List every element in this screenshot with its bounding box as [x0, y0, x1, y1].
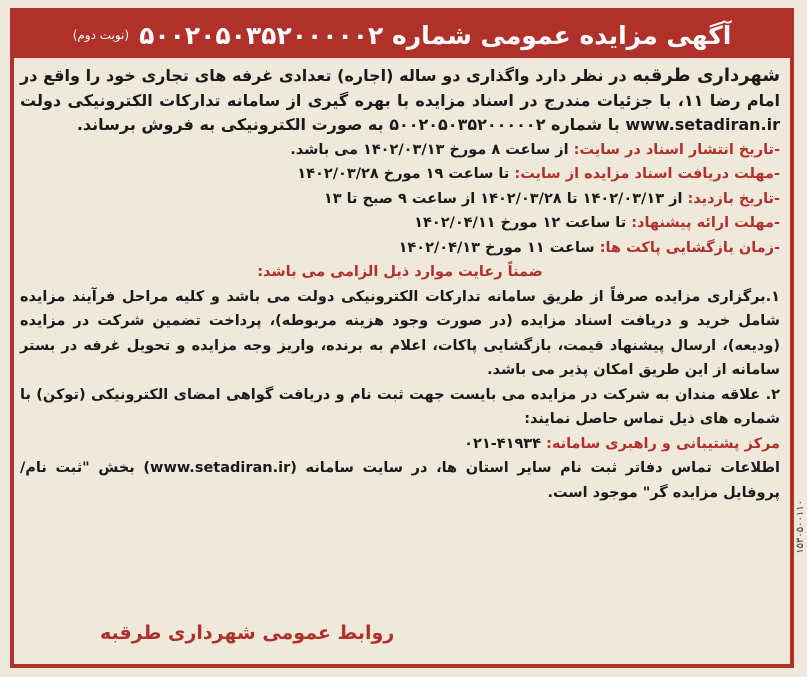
- ad-title: آگهی مزایده عمومی شماره ۵۰۰۲۰۵۰۳۵۲۰۰۰۰۰۲: [139, 20, 732, 50]
- footer-text-b: بخش "ثبت نام/ پروفایل مزایده گر" موجود است.: [20, 460, 780, 501]
- intro-paragraph: [20, 64, 780, 138]
- schedule-label: -زمان بازگشایی پاکت ها:: [599, 239, 780, 256]
- item-2: ۲. علاقه مندان به شرکت در مزایده می بایست جهت ثبت نام و دریافت گواهی امضای الکترونیکی (توکن) با شماره های ذیل تماس حاصل نمایند:: [20, 386, 780, 427]
- ad-header: [14, 12, 790, 58]
- schedule-visit: [20, 187, 780, 212]
- schedule-label: -مهلت ارائه پیشنهاد:: [631, 215, 780, 231]
- signature: روابط عمومی شهرداری طرقبه: [100, 622, 395, 644]
- schedule-value: از ۱۴۰۲/۰۳/۱۳ تا ۱۴۰۲/۰۳/۲۸ از ساعت ۹ صبح تا ۱۳: [323, 190, 683, 207]
- support-label: مرکز پشتیبانی و راهبری سامانه:: [546, 435, 780, 452]
- intro-text: در نظر دارد واگذاری دو ساله (اجاره) تعدادی غرفه های تجاری خود را واقع در امام رضا ۱۱، با جزئیات مندرج در اسناد مزایده با بهره گیری از سامانه تدارکات الکترونیکی دولت: [20, 66, 780, 110]
- side-code: ۱۵۳۰۵۰۰۱۱۰: [795, 500, 806, 554]
- intro-site: www.setadiran.ir: [625, 115, 780, 134]
- ad-round: (نوبت دوم): [72, 28, 130, 42]
- support-line: [20, 432, 780, 457]
- schedule-label: -تاریخ بازدید:: [687, 190, 780, 207]
- schedule-label: -تاریخ انتشار اسناد در سایت:: [573, 141, 780, 158]
- schedule-value: ساعت ۱۱ مورخ ۱۴۰۲/۰۴/۱۳: [398, 239, 595, 256]
- support-phone: ۰۲۱-۴۱۹۳۴: [464, 435, 541, 452]
- item-1: ۱.برگزاری مزایده صرفاً از طریق سامانه تدارکات الکترونیکی دولت می باشد و کلیه مراحل فرآیند مزایده شامل خرید و دریافت اسناد مزایده (در صورت وجود هزینه مربوطه)، پرداخت تضمین شرکت در مزایده (ودیعه)، ارسال پیشنهاد قیمت، بازگشایی پاکات، اعلام به برنده، واریز وجه مزایده و تحویل غرفه در بستر سامانه از این طریق امکان پذیر می باشد.: [20, 288, 780, 378]
- schedule-value: تا ساعت ۱۲ مورخ ۱۴۰۲/۰۴/۱۱: [414, 215, 627, 231]
- schedule-publish: [20, 138, 780, 163]
- ad-body: [20, 64, 780, 505]
- schedule-value: از ساعت ۸ مورخ ۱۴۰۲/۰۳/۱۳ می باشد.: [290, 141, 569, 158]
- schedule-download: [20, 162, 780, 187]
- footer-text-a: اطلاعات تماس دفاتر ثبت نام سایر استان ها، در سایت سامانه: [305, 460, 780, 476]
- schedule-submit: [20, 211, 780, 236]
- intro-tail: با شماره ۵۰۰۲۰۵۰۳۵۲۰۰۰۰۰۲ به صورت الکترونیکی به فروش برساند.: [76, 115, 620, 134]
- notice-heading: ضمناً رعایت موارد ذیل الزامی می باشد:: [257, 264, 543, 280]
- schedule-value: تا ساعت ۱۹ مورخ ۱۴۰۲/۰۳/۲۸: [297, 166, 510, 182]
- footer-paragraph: [20, 456, 780, 505]
- schedule-opening: [20, 236, 780, 261]
- schedule-label: -مهلت دریافت اسناد مزایده از سایت:: [514, 166, 780, 182]
- footer-site: (www.setadiran.ir): [143, 460, 297, 476]
- organization-name: شهرداری طرقبه: [632, 65, 781, 86]
